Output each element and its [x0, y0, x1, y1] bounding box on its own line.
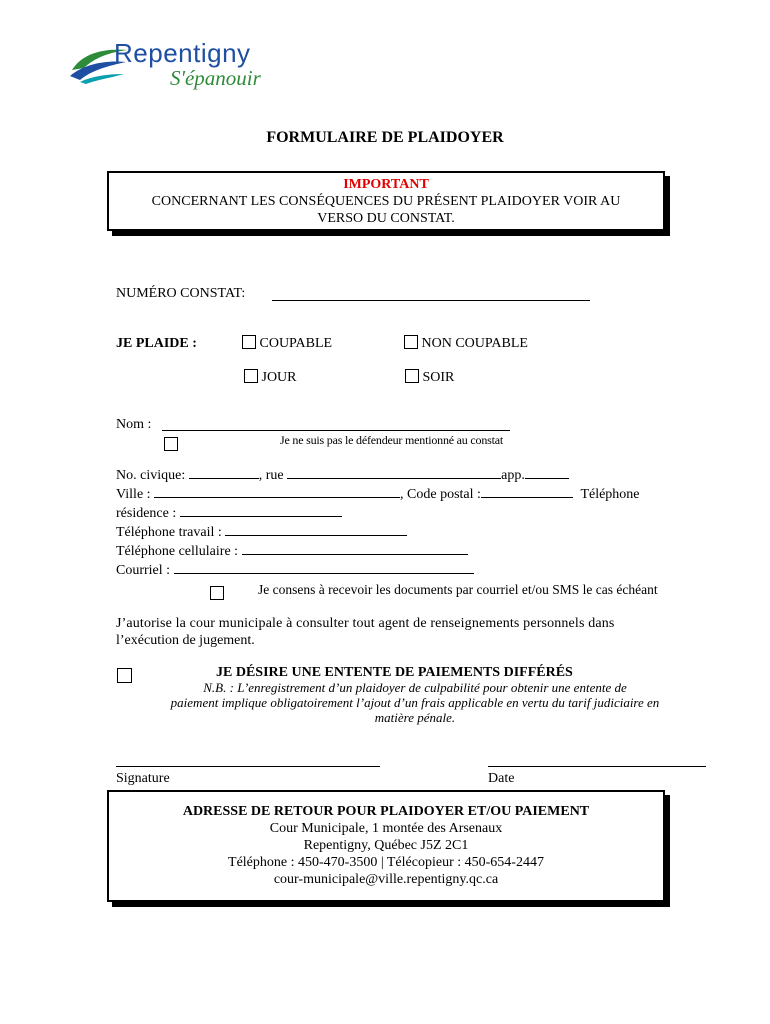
travail-field[interactable]	[225, 523, 407, 536]
not-defendant-label: Je ne suis pas le défendeur mentionné au constat	[280, 433, 503, 447]
cellulaire-label: Téléphone cellulaire :	[116, 544, 239, 559]
entente-heading: JE DÉSIRE UNE ENTENTE DE PAIEMENTS DIFFÉRÉS	[216, 665, 573, 680]
rue-label: , rue	[258, 468, 284, 483]
signature-label: Signature	[116, 771, 170, 786]
soir-label: SOIR	[422, 370, 455, 385]
important-box	[107, 171, 665, 231]
authorize-line-1: J’autorise la cour municipale à consulter tout agent de renseignements personnels dans	[116, 616, 615, 631]
jour-checkbox[interactable]	[244, 369, 258, 383]
courriel-row	[116, 561, 474, 579]
nom-label: Nom :	[116, 417, 152, 432]
entente-nb-line-2: paiement implique obligatoirement l’ajout d’un frais applicable en vertu du tarif judiciaire en	[170, 695, 660, 710]
numero-constat-field[interactable]	[272, 286, 590, 301]
logo	[70, 36, 300, 98]
important-line-1: CONCERNANT LES CONSÉQUENCES DU PRÉSENT PLAIDOYER VOIR AU	[151, 194, 621, 209]
logo-brand: Repentigny	[114, 38, 251, 68]
return-line-2: Repentigny, Québec J5Z 2C1	[303, 838, 469, 853]
entente-nb	[110, 680, 720, 725]
app-label: app.	[501, 468, 525, 483]
app-field[interactable]	[525, 466, 569, 479]
civique-label: No. civique:	[116, 468, 186, 483]
jour-label: JOUR	[261, 370, 297, 385]
entente-nb-line-1: N.B. : L’enregistrement d’un plaidoyer de culpabilité pour obtenir une entente de	[203, 680, 627, 695]
important-heading: IMPORTANT	[343, 177, 429, 192]
numero-constat-label: NUMÉRO CONSTAT:	[116, 286, 246, 301]
consent-checkbox[interactable]	[210, 586, 224, 600]
soir-checkbox[interactable]	[405, 369, 419, 383]
date-line[interactable]	[488, 766, 706, 767]
date-label: Date	[488, 771, 515, 786]
option-coupable[interactable]	[242, 335, 332, 352]
civique-field[interactable]	[189, 466, 259, 479]
entente-nb-line-3: matière pénale.	[374, 710, 456, 725]
rue-field[interactable]	[287, 466, 501, 479]
return-line-1: Cour Municipale, 1 montée des Arsenaux	[269, 821, 503, 836]
not-defendant-checkbox[interactable]	[164, 437, 178, 451]
residence-field[interactable]	[180, 504, 342, 517]
courriel-label: Courriel :	[116, 563, 171, 578]
je-plaide-label: JE PLAIDE :	[116, 336, 197, 351]
consent-label: Je consens à recevoir les documents par courriel et/ou SMS le cas échéant	[258, 582, 658, 597]
authorize-line-2: l’exécution de jugement.	[116, 633, 255, 648]
ville-label: Ville :	[116, 487, 151, 502]
return-heading: ADRESSE DE RETOUR POUR PLAIDOYER ET/OU PAIEMENT	[182, 804, 590, 819]
return-line-3: Téléphone : 450-470-3500 | Télécopieur : 450-654-2447	[228, 855, 544, 870]
coupable-checkbox[interactable]	[242, 335, 256, 349]
option-non-coupable[interactable]	[404, 335, 528, 352]
cellulaire-field[interactable]	[242, 542, 468, 555]
travail-label: Téléphone travail :	[116, 525, 222, 540]
return-line-4: cour-municipale@ville.repentigny.qc.ca	[273, 872, 499, 887]
courriel-field[interactable]	[174, 561, 474, 574]
option-soir[interactable]	[405, 369, 454, 386]
signature-line[interactable]	[116, 766, 380, 767]
coupable-label: COUPABLE	[259, 336, 333, 351]
return-address-box	[107, 790, 665, 902]
postal-field[interactable]	[481, 485, 573, 498]
travail-row	[116, 523, 407, 541]
logo-tagline: S'épanouir	[170, 66, 261, 90]
cellulaire-row	[116, 542, 468, 560]
ville-field[interactable]	[154, 485, 400, 498]
non-coupable-label: NON COUPABLE	[421, 336, 528, 351]
civique-row	[116, 466, 569, 484]
residence-row	[116, 504, 342, 522]
telephone-label: Téléphone	[580, 487, 640, 502]
important-line-2: VERSO DU CONSTAT.	[317, 211, 455, 226]
page-title: FORMULAIRE DE PLAIDOYER	[266, 129, 504, 146]
residence-label: résidence :	[116, 506, 177, 521]
nom-field[interactable]	[162, 417, 510, 431]
postal-label: , Code postal :	[400, 487, 481, 502]
non-coupable-checkbox[interactable]	[404, 335, 418, 349]
option-jour[interactable]	[244, 369, 297, 386]
ville-row	[116, 485, 640, 503]
